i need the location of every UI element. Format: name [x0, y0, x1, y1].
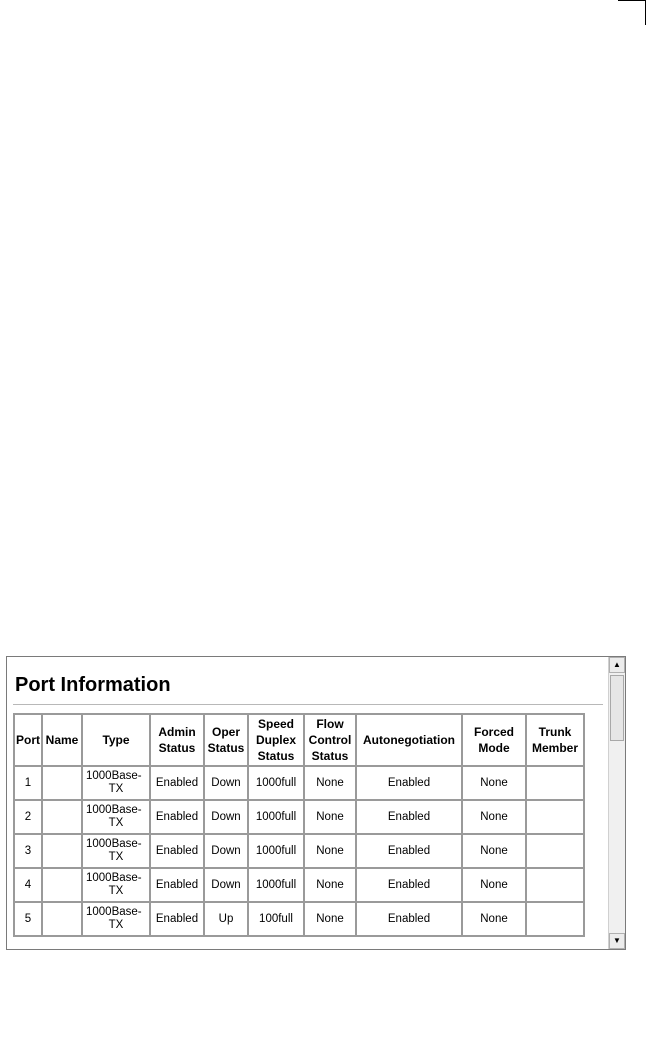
cell-admin-status: Enabled	[150, 834, 204, 868]
cell-forced-mode: None	[462, 834, 526, 868]
cell-trunk-member	[526, 902, 584, 936]
page-title: Port Information	[15, 674, 171, 696]
cell-flow-control: None	[304, 868, 356, 902]
cell-type: 1000Base- TX	[82, 868, 150, 902]
cell-admin-status: Enabled	[150, 868, 204, 902]
cell-oper-status: Down	[204, 834, 248, 868]
cell-port: 5	[14, 902, 42, 936]
cell-name	[42, 800, 82, 834]
cell-forced-mode: None	[462, 800, 526, 834]
cell-admin-status: Enabled	[150, 800, 204, 834]
cell-trunk-member	[526, 834, 584, 868]
port-information-frame	[6, 656, 626, 950]
table-row	[14, 902, 584, 936]
arrow-down-icon[interactable]: ▼	[609, 933, 625, 949]
cell-flow-control: None	[304, 834, 356, 868]
header-trunk-member: Trunk Member	[526, 714, 584, 766]
cell-oper-status: Down	[204, 868, 248, 902]
title-divider	[13, 704, 603, 705]
cell-oper-status: Up	[204, 902, 248, 936]
cell-flow-control: None	[304, 800, 356, 834]
scrollbar-thumb[interactable]	[610, 675, 624, 741]
table-row	[14, 868, 584, 902]
table-row	[14, 766, 584, 800]
cell-type: 1000Base- TX	[82, 766, 150, 800]
cell-port: 2	[14, 800, 42, 834]
cell-name	[42, 868, 82, 902]
header-admin-status: Admin Status	[150, 714, 204, 766]
header-flow-control-status: Flow Control Status	[304, 714, 356, 766]
cell-type: 1000Base- TX	[82, 800, 150, 834]
cell-oper-status: Down	[204, 766, 248, 800]
header-name: Name	[42, 714, 82, 766]
frame-content	[7, 657, 609, 949]
vertical-scrollbar[interactable]	[608, 657, 625, 949]
cell-admin-status: Enabled	[150, 766, 204, 800]
cell-autonegotiation: Enabled	[356, 800, 462, 834]
cell-trunk-member	[526, 868, 584, 902]
cell-speed-duplex: 100full	[248, 902, 304, 936]
table-row	[14, 834, 584, 868]
table-header-row	[14, 714, 584, 766]
cell-forced-mode: None	[462, 902, 526, 936]
header-oper-status: Oper Status	[204, 714, 248, 766]
cell-autonegotiation: Enabled	[356, 834, 462, 868]
cell-autonegotiation: Enabled	[356, 902, 462, 936]
cell-flow-control: None	[304, 902, 356, 936]
cell-speed-duplex: 1000full	[248, 800, 304, 834]
cell-trunk-member	[526, 766, 584, 800]
cell-port: 1	[14, 766, 42, 800]
page-corner-mark	[618, 0, 646, 25]
cell-forced-mode: None	[462, 868, 526, 902]
arrow-up-icon[interactable]: ▲	[609, 657, 625, 673]
cell-port: 4	[14, 868, 42, 902]
cell-type: 1000Base- TX	[82, 902, 150, 936]
cell-name	[42, 766, 82, 800]
cell-speed-duplex: 1000full	[248, 834, 304, 868]
cell-admin-status: Enabled	[150, 902, 204, 936]
header-autonegotiation: Autonegotiation	[356, 714, 462, 766]
cell-trunk-member	[526, 800, 584, 834]
cell-autonegotiation: Enabled	[356, 868, 462, 902]
cell-autonegotiation: Enabled	[356, 766, 462, 800]
header-forced-mode: Forced Mode	[462, 714, 526, 766]
table-row	[14, 800, 584, 834]
cell-speed-duplex: 1000full	[248, 868, 304, 902]
cell-forced-mode: None	[462, 766, 526, 800]
header-port: Port	[14, 714, 42, 766]
cell-speed-duplex: 1000full	[248, 766, 304, 800]
cell-flow-control: None	[304, 766, 356, 800]
cell-name	[42, 834, 82, 868]
cell-oper-status: Down	[204, 800, 248, 834]
header-type: Type	[82, 714, 150, 766]
cell-name	[42, 902, 82, 936]
cell-port: 3	[14, 834, 42, 868]
cell-type: 1000Base- TX	[82, 834, 150, 868]
port-information-table	[13, 713, 585, 937]
header-speed-duplex-status: Speed Duplex Status	[248, 714, 304, 766]
